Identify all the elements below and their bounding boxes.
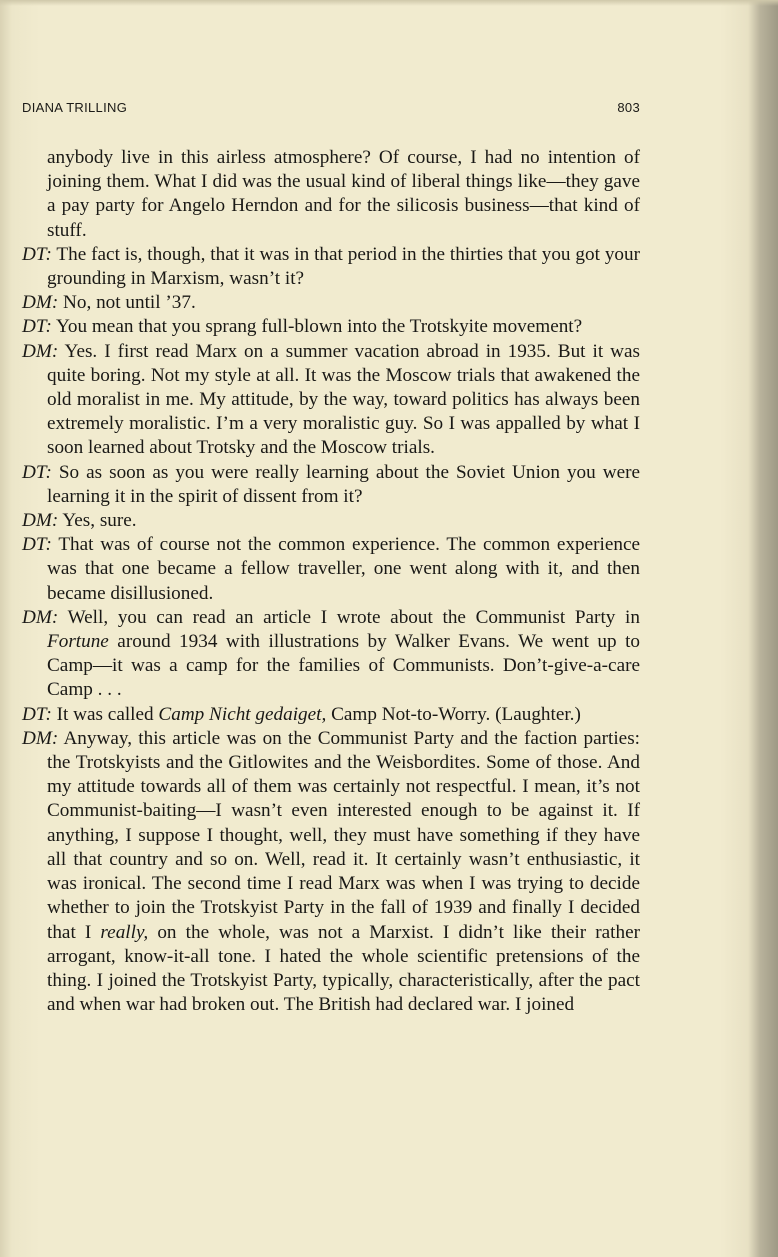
dialogue-paragraph <box>22 533 640 606</box>
page-number: 803 <box>617 100 640 115</box>
running-head-title: DIANA TRILLING <box>22 100 128 115</box>
dialogue-paragraph <box>22 606 640 703</box>
dialogue-paragraph <box>22 727 640 1017</box>
paragraph-text: You mean that you sprang full-blown into the Trotskyite movement? <box>55 316 583 338</box>
italic-text: Fortune <box>47 631 109 653</box>
running-header <box>22 100 640 120</box>
paragraph-text: Yes. I first read Marx on a summer vacation abroad in 1935. But it was quite boring. Not my style at all. It was the Moscow trials that awakened the old moralist in me. My attitude, by the way, toward politics has always been extremely moralistic. I’m a very moralistic guy. So I was appalled by what I soon learned about Trotsky and the Moscow trials. <box>47 340 640 459</box>
dialogue-paragraph <box>22 243 640 291</box>
italic-text: Camp Nicht gedaiget, <box>158 703 327 725</box>
paragraph-text: The fact is, though, that it was in that period in the thirties that you got your grounding in Marxism, wasn’t it? <box>47 243 640 290</box>
paragraph-text: Yes, sure. <box>62 510 137 532</box>
dialogue-paragraph <box>22 509 640 533</box>
paragraph-text: So as soon as you were really learning about the Soviet Union you were learning it in the spirit of dissent from it? <box>47 461 641 507</box>
paragraph-text: Anyway, this article was on the Communist Party and the faction parties: the Trotskyists and the Gitlowites and the Weisbordites. Some of those. And my attitude towards all of them was certainly not respectful. I mean, it’s not Communist-baiting—I wasn’t even interested enough to be against it. If anything, I suppose I thought, well, they must have something if they have all that country and so on. Well, read it. It certainly wasn’t enthusiastic, it was ironical. The second time I read Marx was when I was trying to decide whether to join the Trotskyist Party in the fall of 1939 and finally I decided that I <box>47 727 640 943</box>
dialogue-paragraph <box>22 315 640 339</box>
speaker-label: DM: <box>22 727 59 749</box>
italic-text: really, <box>100 921 149 943</box>
dialogue-paragraph <box>22 291 640 315</box>
speaker-label: DM: <box>22 606 59 628</box>
speaker-label: DT: <box>22 316 52 338</box>
speaker-label: DM: <box>22 340 59 362</box>
paragraph-text: Well, you can read an article I wrote about the Communist Party in <box>67 606 640 628</box>
paragraph-text: anybody live in this airless atmosphere? Of course, I had no intention of joining them. What I did was the usual kind of liberal things like—they gave a pay party for Angelo Herndon and for the silicosis business—that kind of stuff. <box>47 147 640 241</box>
dialogue-paragraph <box>22 461 640 509</box>
dialogue-paragraph <box>22 146 640 243</box>
paragraph-text: Camp Not-to-Worry. (Laughter.) <box>326 703 581 725</box>
speaker-label: DM: <box>22 510 59 532</box>
speaker-label: DT: <box>22 534 52 556</box>
speaker-label: DT: <box>22 461 52 483</box>
speaker-label: DM: <box>22 292 59 314</box>
interview-text <box>22 146 640 1017</box>
paragraph-text: That was of course not the common experience. The common experience was that one became a fellow traveller, one went along with it, and then became disillusioned. <box>47 534 641 604</box>
paragraph-text: It was called <box>56 703 159 725</box>
speaker-label: DT: <box>22 243 52 265</box>
paragraph-text: around 1934 with illustrations by Walker Evans. We went up to Camp—it was a camp for the families of Communists. Don’t-give-a-care Camp . . . <box>47 631 640 701</box>
dialogue-paragraph <box>22 703 640 727</box>
paragraph-text: on the whole, was not a Marxist. I didn’t like their rather arrogant, know-it-all tone. I hated the whole scientific pretensions of the thing. I joined the Trotskyist Party, typically, characteristically, after the pact and when war had broken out. The British had declared war. I joined <box>47 921 640 1016</box>
speaker-label: DT: <box>22 703 52 725</box>
paragraph-text: No, not until ’37. <box>63 292 196 314</box>
dialogue-paragraph <box>22 340 640 461</box>
page-top-shadow <box>0 0 778 6</box>
